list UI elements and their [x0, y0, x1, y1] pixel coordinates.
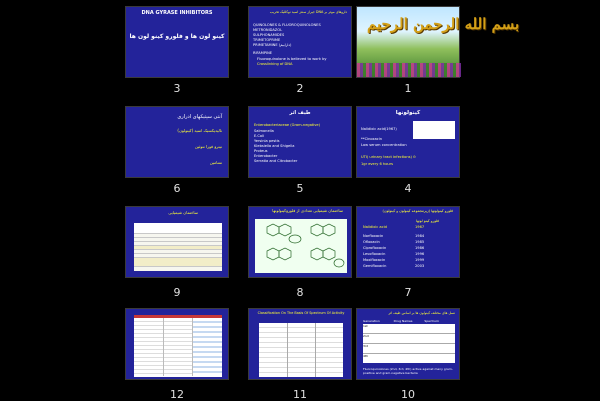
slide-10-col-header: Generation — [363, 319, 380, 323]
slide-7-year: 2003 — [415, 264, 425, 268]
slide-thumbnail-6[interactable] — [125, 106, 229, 178]
slide-11-title: Classification On The Basis Of Spectrum Of Activity — [257, 311, 345, 315]
slide-4-structure-image — [413, 121, 455, 139]
slide-5-heading: Enterobacteriaceae (Gram-negative) — [254, 123, 321, 127]
slide-5-title: طیف اثر — [289, 110, 311, 116]
slide-2-header: داروهای موثر بر DNA جیراز سنتز اسید نوکلئیک تخریب — [269, 10, 347, 14]
slide-number-1: 1 — [404, 82, 412, 95]
slide-10-table — [363, 319, 455, 363]
slide-12-table-image — [134, 315, 222, 377]
slide-1-calligraphy: بسم الله الرحمن الرحيم — [367, 15, 520, 33]
slide-4-item: Low serum concentration — [361, 143, 407, 147]
slide-1-flower-field — [357, 63, 461, 77]
slide-7-drug: Gemifloxacin — [363, 264, 387, 268]
slide-10-col-header: Drug Names — [393, 319, 413, 323]
slide-7-drug: Moxifloxacin — [363, 258, 386, 262]
slide-thumbnail-1[interactable] — [356, 6, 520, 78]
slide-2-item: QUINOLONES & FLUOROQUINOLONES — [253, 23, 321, 27]
slide-10-gen-row: 4th — [363, 354, 368, 358]
slide-4-title: کینولونها — [395, 110, 421, 116]
slide-number-11: 11 — [293, 388, 307, 401]
slide-number-3: 3 — [173, 82, 181, 95]
slide-4-item: UTI( urinary tract infections) ⊙ — [361, 155, 417, 159]
slide-10-gen-row: 2nd — [363, 334, 455, 344]
slide-7-drug: Norfloxacin — [363, 234, 384, 238]
slide-10-gen-row: 1st — [363, 324, 455, 334]
slide-thumbnail-3[interactable] — [125, 6, 229, 78]
slide-thumbnail-10[interactable] — [356, 308, 460, 380]
slide-4-item: Nalidixic acid(1967) — [361, 127, 397, 131]
slide-11-table-image — [259, 323, 343, 377]
slide-thumbnail-5[interactable] — [248, 106, 352, 178]
slide-10-note: Fluoroquinolones (2nd, 3rd, 4th) active against many gram-positive and gram-negative bacteria — [363, 367, 453, 376]
slide-3-title: DNA GYRASE INHIBITORS — [141, 10, 213, 16]
slide-5-item: Salmonella — [254, 129, 274, 133]
slide-number-6: 6 — [173, 182, 181, 195]
slide-thumbnail-4[interactable] — [356, 106, 460, 178]
slide-5-item: Serratia and Citrobacter — [254, 159, 298, 163]
slide-7-year: 1986 — [415, 246, 425, 250]
slide-6-item: نالیدیکسیک اسید (کینولون) — [177, 128, 222, 133]
slide-10-title: نسل های مختلف کینولون ها بر اساس طیف اثر — [388, 311, 455, 315]
slide-number-8: 8 — [296, 286, 304, 299]
slide-5-item: Enterobacter — [254, 154, 278, 158]
chemical-structures-icon — [255, 219, 347, 273]
slide-2-footer: Fluoroquinolone is believed to work by — [257, 57, 327, 61]
slide-thumbnail-11[interactable] — [248, 308, 352, 380]
slide-2-item: RIFAMPINE — [253, 51, 273, 55]
slide-10-gen-row: 3rd — [363, 344, 455, 354]
slide-number-12: 12 — [170, 388, 184, 401]
slide-7-year: 1967 — [415, 225, 425, 229]
slide-7-drug: Nalidixic acid — [363, 225, 387, 229]
slide-7-year: 1996 — [415, 252, 425, 256]
slide-5-item: Proteus — [254, 149, 268, 153]
slide-number-7: 7 — [404, 286, 412, 299]
slide-4-item: **Cinoxacin — [361, 137, 383, 141]
slide-5-item: Klebsiella and Shigella — [254, 144, 295, 148]
slide-6-title: آنتی سپتیکهای ادراری — [177, 114, 222, 120]
slide-7-year: 1999 — [415, 258, 425, 262]
slide-3-subtitle: کینو لون ها و فلورو کینو لون ها — [129, 33, 225, 40]
slide-7-year: 1985 — [415, 240, 425, 244]
slide-6-item: متنامین — [209, 160, 222, 165]
slide-9-title: ساختمان شیمیایی — [168, 210, 198, 215]
slide-4-item: 1gr every 6 hours — [361, 162, 394, 166]
slide-number-4: 4 — [404, 182, 412, 195]
slide-thumbnail-8[interactable] — [248, 206, 352, 278]
slide-10-col-header: Spectrum — [424, 319, 439, 323]
slide-thumbnail-9[interactable] — [125, 206, 229, 278]
slide-thumbnail-12[interactable] — [125, 308, 229, 380]
slide-6-item: نیترو فورا نتوئین — [195, 144, 222, 149]
slide-7-title: فلورو کینولونها (زیرمجموعه کینولون و کینولون) — [382, 209, 453, 213]
slide-5-item: Yersinia pestis — [254, 139, 280, 143]
slide-7-drug: Ciprofloxacin — [363, 246, 387, 250]
slide-7-drug: Ofloxacin — [363, 240, 380, 244]
slide-2-footer-emphasis: Crosslinking of DNA — [257, 62, 293, 66]
slide-number-2: 2 — [296, 82, 304, 95]
slide-8-structures-image — [255, 219, 347, 273]
slide-thumbnail-7[interactable] — [356, 206, 460, 278]
slide-7-year: 1984 — [415, 234, 425, 238]
slide-7-drug: Levofloxacin — [363, 252, 386, 256]
slide-thumbnail-2[interactable] — [248, 6, 352, 78]
slide-7-subtitle: فلورو کینو لونها — [416, 219, 439, 223]
slide-2-item: METRONIDAZOL — [253, 28, 283, 32]
slide-5-item: E.Coli — [254, 134, 265, 138]
slide-8-title: ساختمان شیمیایی تعدادی از فلوروکینولونها — [272, 208, 343, 213]
slide-number-9: 9 — [173, 286, 181, 299]
slide-number-5: 5 — [296, 182, 304, 195]
slide-number-10: 10 — [401, 388, 415, 401]
slide-2-item: PRIMETAMINE (دارابیم) — [253, 43, 292, 47]
slide-2-item: SULPHONAMIDES — [253, 33, 285, 37]
slide-2-item: TRIMETOPRIME — [253, 38, 281, 42]
slide-9-structure-table — [134, 223, 222, 271]
